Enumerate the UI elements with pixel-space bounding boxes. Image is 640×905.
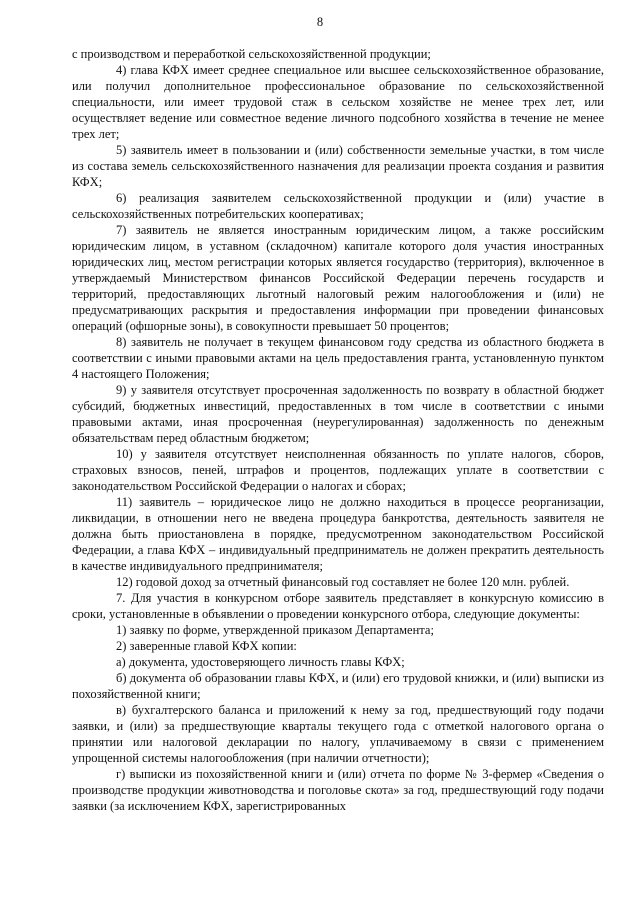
- paragraph-item-5: 5) заявитель имеет в пользовании и (или) собственности земельные участки, в том числе из состава земель сельскохозяйственного назначения для реализации проекта создания и развития КФХ;: [72, 143, 604, 189]
- page-number: 8: [316, 15, 324, 29]
- paragraph-doc-1: 1) заявку по форме, утвержденной приказом Департамента;: [116, 623, 434, 637]
- paragraph-doc-v: в) бухгалтерского баланса и приложений к нему за год, предшествующий году подачи заявки, и (или) за предшествующие кварталы текущего года с отметкой налогового органа о принятии или налоговой декларации по налогу, уплачиваемому в связи с применением упрощенной системы налогообложения (при наличии отчетности);: [72, 703, 604, 765]
- paragraph-item-8: 8) заявитель не получает в текущем финансовом году средства из областного бюджета в соответствии с иными правовыми актами на цель предоставления гранта, установленную пунктом 4 настоящего Положения;: [72, 335, 604, 381]
- paragraph-doc-b: б) документа об образовании главы КФХ, и (или) его трудовой книжки, и (или) выписки из похозяйственной книги;: [72, 671, 604, 701]
- paragraph-item-11: 11) заявитель – юридическое лицо не должно находиться в процессе реорганизации, ликвидации, в отношении него не введена процедура банкротства, деятельность заявителя не должна быть приостановлена в порядке, предусмотренном законодательством Российской Федерации, а глава КФХ – индивидуальный предприниматель не должен прекратить деятельность в качестве индивидуального предпринимателя;: [72, 495, 604, 573]
- paragraph-item-4: 4) глава КФХ имеет среднее специальное или высшее сельскохозяйственное образование, или получил дополнительное профессиональное образование по сельскохозяйственной специальности, или имеет трудовой стаж в сельском хозяйстве не менее трех лет, или осуществляет ведение или совместное ведение личного подсобного хозяйства в течение не менее трех лет;: [72, 63, 604, 141]
- document-body: [72, 46, 604, 814]
- paragraph-doc-2: 2) заверенные главой КФХ копии:: [116, 639, 297, 653]
- paragraph-doc-g: г) выписки из похозяйственной книги и (или) отчета по форме № 3-фермер «Сведения о производстве продукции животноводства и поголовье скота» за год, предшествующий году подачи заявки (за исключением КФХ, зарегистрированных: [72, 767, 604, 813]
- paragraph-item-9: 9) у заявителя отсутствует просроченная задолженность по возврату в областной бюджет субсидий, бюджетных инвестиций, предоставленных в том числе в соответствии с иными правовыми актами, иная просроченная (неурегулированная) задолженность по денежным обязательствам перед областным бюджетом;: [72, 383, 604, 445]
- paragraph-item-10: 10) у заявителя отсутствует неисполненная обязанность по уплате налогов, сборов, страховых взносов, пеней, штрафов и процентов, подлежащих уплате в соответствии с законодательством Российской Федерации о налогах и сборах;: [72, 447, 604, 493]
- paragraph-item-6: 6) реализация заявителем сельскохозяйственной продукции и (или) участие в сельскохозяйственных потребительских кооперативах;: [72, 191, 604, 221]
- paragraph-item-7: 7) заявитель не является иностранным юридическим лицом, а также российским юридическим лицом, в уставном (складочном) капитале которого доля участия иностранных юридических лиц, местом регистрации которых является государство (территория), включенное в утверждаемый Министерством финансов Российской Федерации перечень государств и территорий, предоставляющих льготный налоговый режим налогообложения и (или) не предусматривающих раскрытия и предоставления информации при проведении финансовых операций (офшорные зоны), в совокупности превышает 50 процентов;: [72, 223, 604, 333]
- paragraph-section-7: 7. Для участия в конкурсном отборе заявитель представляет в конкурсную комиссию в сроки, установленные в объявлении о проведении конкурсного отбора, следующие документы:: [72, 591, 604, 621]
- paragraph-continuation: с производством и переработкой сельскохозяйственной продукции;: [72, 47, 431, 61]
- paragraph-doc-a: а) документа, удостоверяющего личность главы КФХ;: [116, 655, 405, 669]
- paragraph-item-12: 12) годовой доход за отчетный финансовый год составляет не более 120 млн. рублей.: [116, 575, 570, 589]
